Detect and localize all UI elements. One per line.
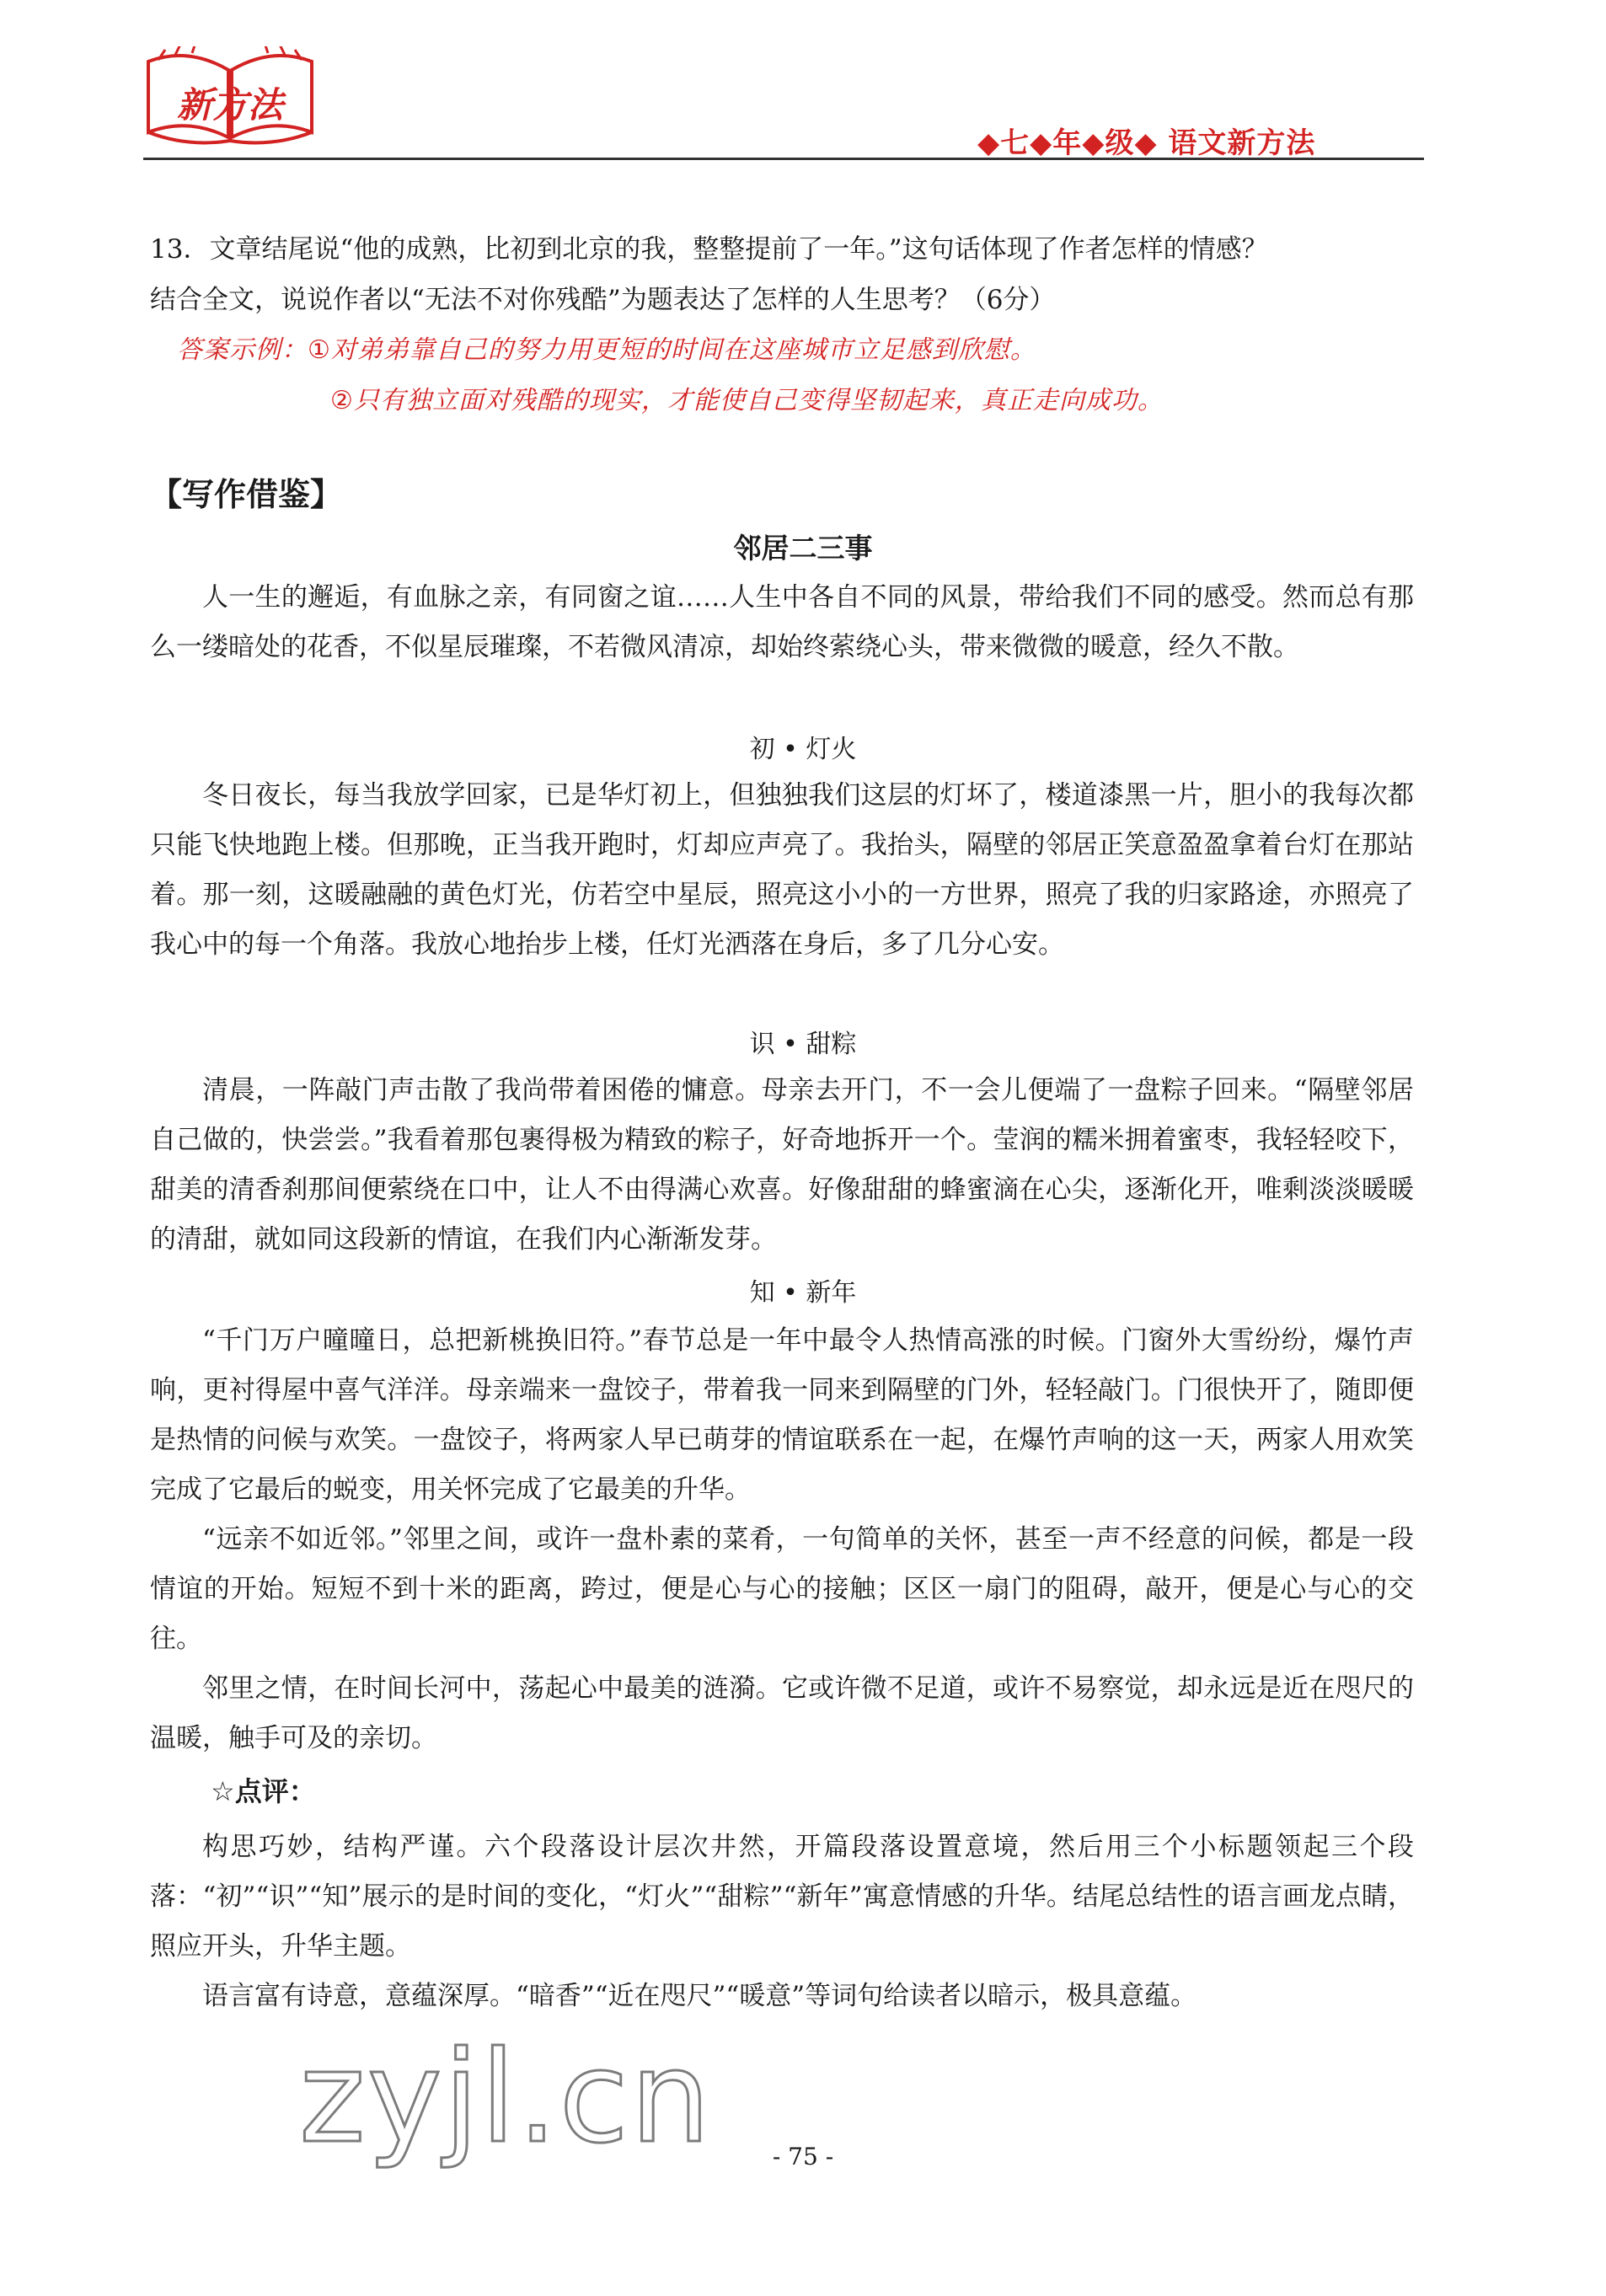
section-heading: 【写作借鉴】: [150, 476, 343, 513]
publisher-logo: [142, 46, 319, 156]
paragraph-lamplight: 冬日夜长，每当我放学回家，已是华灯初上，但独独我们这层的灯坏了，楼道漆黑一片，胆小的我每次都只能飞快地跑上楼。但那晚，正当我开跑时，灯却应声亮了。我抬头，隔壁的邻居正笑意盈盈拿着台灯在那站着。那一刻，这暖融融的黄色灯光，仿若空中星辰，照亮这小小的一方世界，照亮了我的归家路途，亦照亮了我心中的每一个角落。我放心地抬步上楼，任灯光洒落在身后，多了几分心安。: [150, 780, 1414, 960]
paragraph-neighbors: “远亲不如近邻。”邻里之间，或许一盘朴素的菜肴，一句简单的关怀，甚至一声不经意的问候，都是一段情谊的开始。短短不到十米的距离，跨过，便是心与心的接触；区区一扇门的阻碍，敲开，便是心与心的交往。: [150, 1524, 1414, 1654]
article-title: 邻居二三事: [733, 532, 873, 565]
question-line-2: 结合全文，说说作者以“无法不对你残酷”为题表达了怎样的人生思考？（6分）: [150, 285, 1056, 315]
comment-paragraph-1: 构思巧妙，结构严谨。六个段落设计层次井然，开篇段落设置意境，然后用三个小标题领起三个段落：“初”“识”“知”展示的是时间的变化，“灯火”“甜粽”“新年”寓意情感的升华。结尾总结性的语言画龙点睛，照应开头，升华主题。: [150, 1832, 1414, 1962]
paragraph-new-year: “千门万户曈曈日，总把新桃换旧符。”春节总是一年中最令人热情高涨的时候。门窗外大雪纷纷，爆竹声响，更衬得屋中喜气洋洋。母亲端来一盘饺子，带着我一同来到隔壁的门外，轻轻敲门。门很快开了，随即便是热情的问候与欢笑。一盘饺子，将两家人早已萌芽的情谊联系在一起，在爆竹声响的这一天，两家人用欢笑完成了它最后的蜕变，用关怀完成了它最美的升华。: [150, 1325, 1414, 1505]
subtitle-lamplight: 初 • 灯火: [749, 735, 857, 764]
subtitle-new-year: 知 • 新年: [749, 1278, 857, 1308]
paragraph-conclusion: 邻里之情，在时间长河中，荡起心中最美的涟漪。它或许微不足道，或许不易察觉，却永远是近在咫尺的温暖，触手可及的亲切。: [150, 1673, 1414, 1753]
book-logo-icon: [142, 46, 319, 156]
logo-text: 新方法: [176, 84, 284, 126]
page-number: - 75 -: [772, 2143, 834, 2170]
answer-line-1: 答案示例：①对弟弟靠自己的努力用更短的时间在这座城市立足感到欣慰。: [177, 335, 1036, 365]
question-line-1: 13．文章结尾说“他的成熟，比初到北京的我，整整提前了一年。”这句话体现了作者怎样的情感？: [150, 234, 1268, 265]
series-title: ◆七◆年◆级◆ 语文新方法: [977, 126, 1316, 160]
paragraph-zongzi: 清晨，一阵敲门声击散了我尚带着困倦的慵意。母亲去开门，不一会儿便端了一盘粽子回来。“隔壁邻居自己做的，快尝尝。”我看着那包裹得极为精致的粽子，好奇地拆开一个。莹润的糯米拥着蜜枣，我轻轻咬下，甜美的清香刹那间便萦绕在口中，让人不由得满心欢喜。好像甜甜的蜂蜜滴在心尖，逐渐化开，唯剩淡淡暖暖的清甜，就如同这段新的情谊，在我们内心渐渐发芽。: [150, 1075, 1414, 1255]
comment-paragraph-2: 语言富有诗意，意蕴深厚。“暗香”“近在咫尺”“暖意”等词句给读者以暗示，极具意蕴。: [202, 1981, 1197, 2011]
subtitle-zongzi: 识 • 甜粽: [749, 1030, 857, 1059]
article-intro: 人一生的邂逅，有血脉之亲，有同窗之谊……人生中各自不同的风景，带给我们不同的感受。然而总有那么一缕暗处的花香，不似星辰璀璨，不若微风清凉，却始终萦绕心头，带来微微的暖意，经久不散。: [150, 582, 1414, 662]
comment-label: ☆点评：: [211, 1775, 316, 1807]
header-divider: [143, 158, 1424, 160]
answer-line-2: ②只有独立面对残酷的现实，才能使自己变得坚韧起来，真正走向成功。: [330, 386, 1164, 415]
watermark: zyjl.cn: [299, 2025, 713, 2171]
